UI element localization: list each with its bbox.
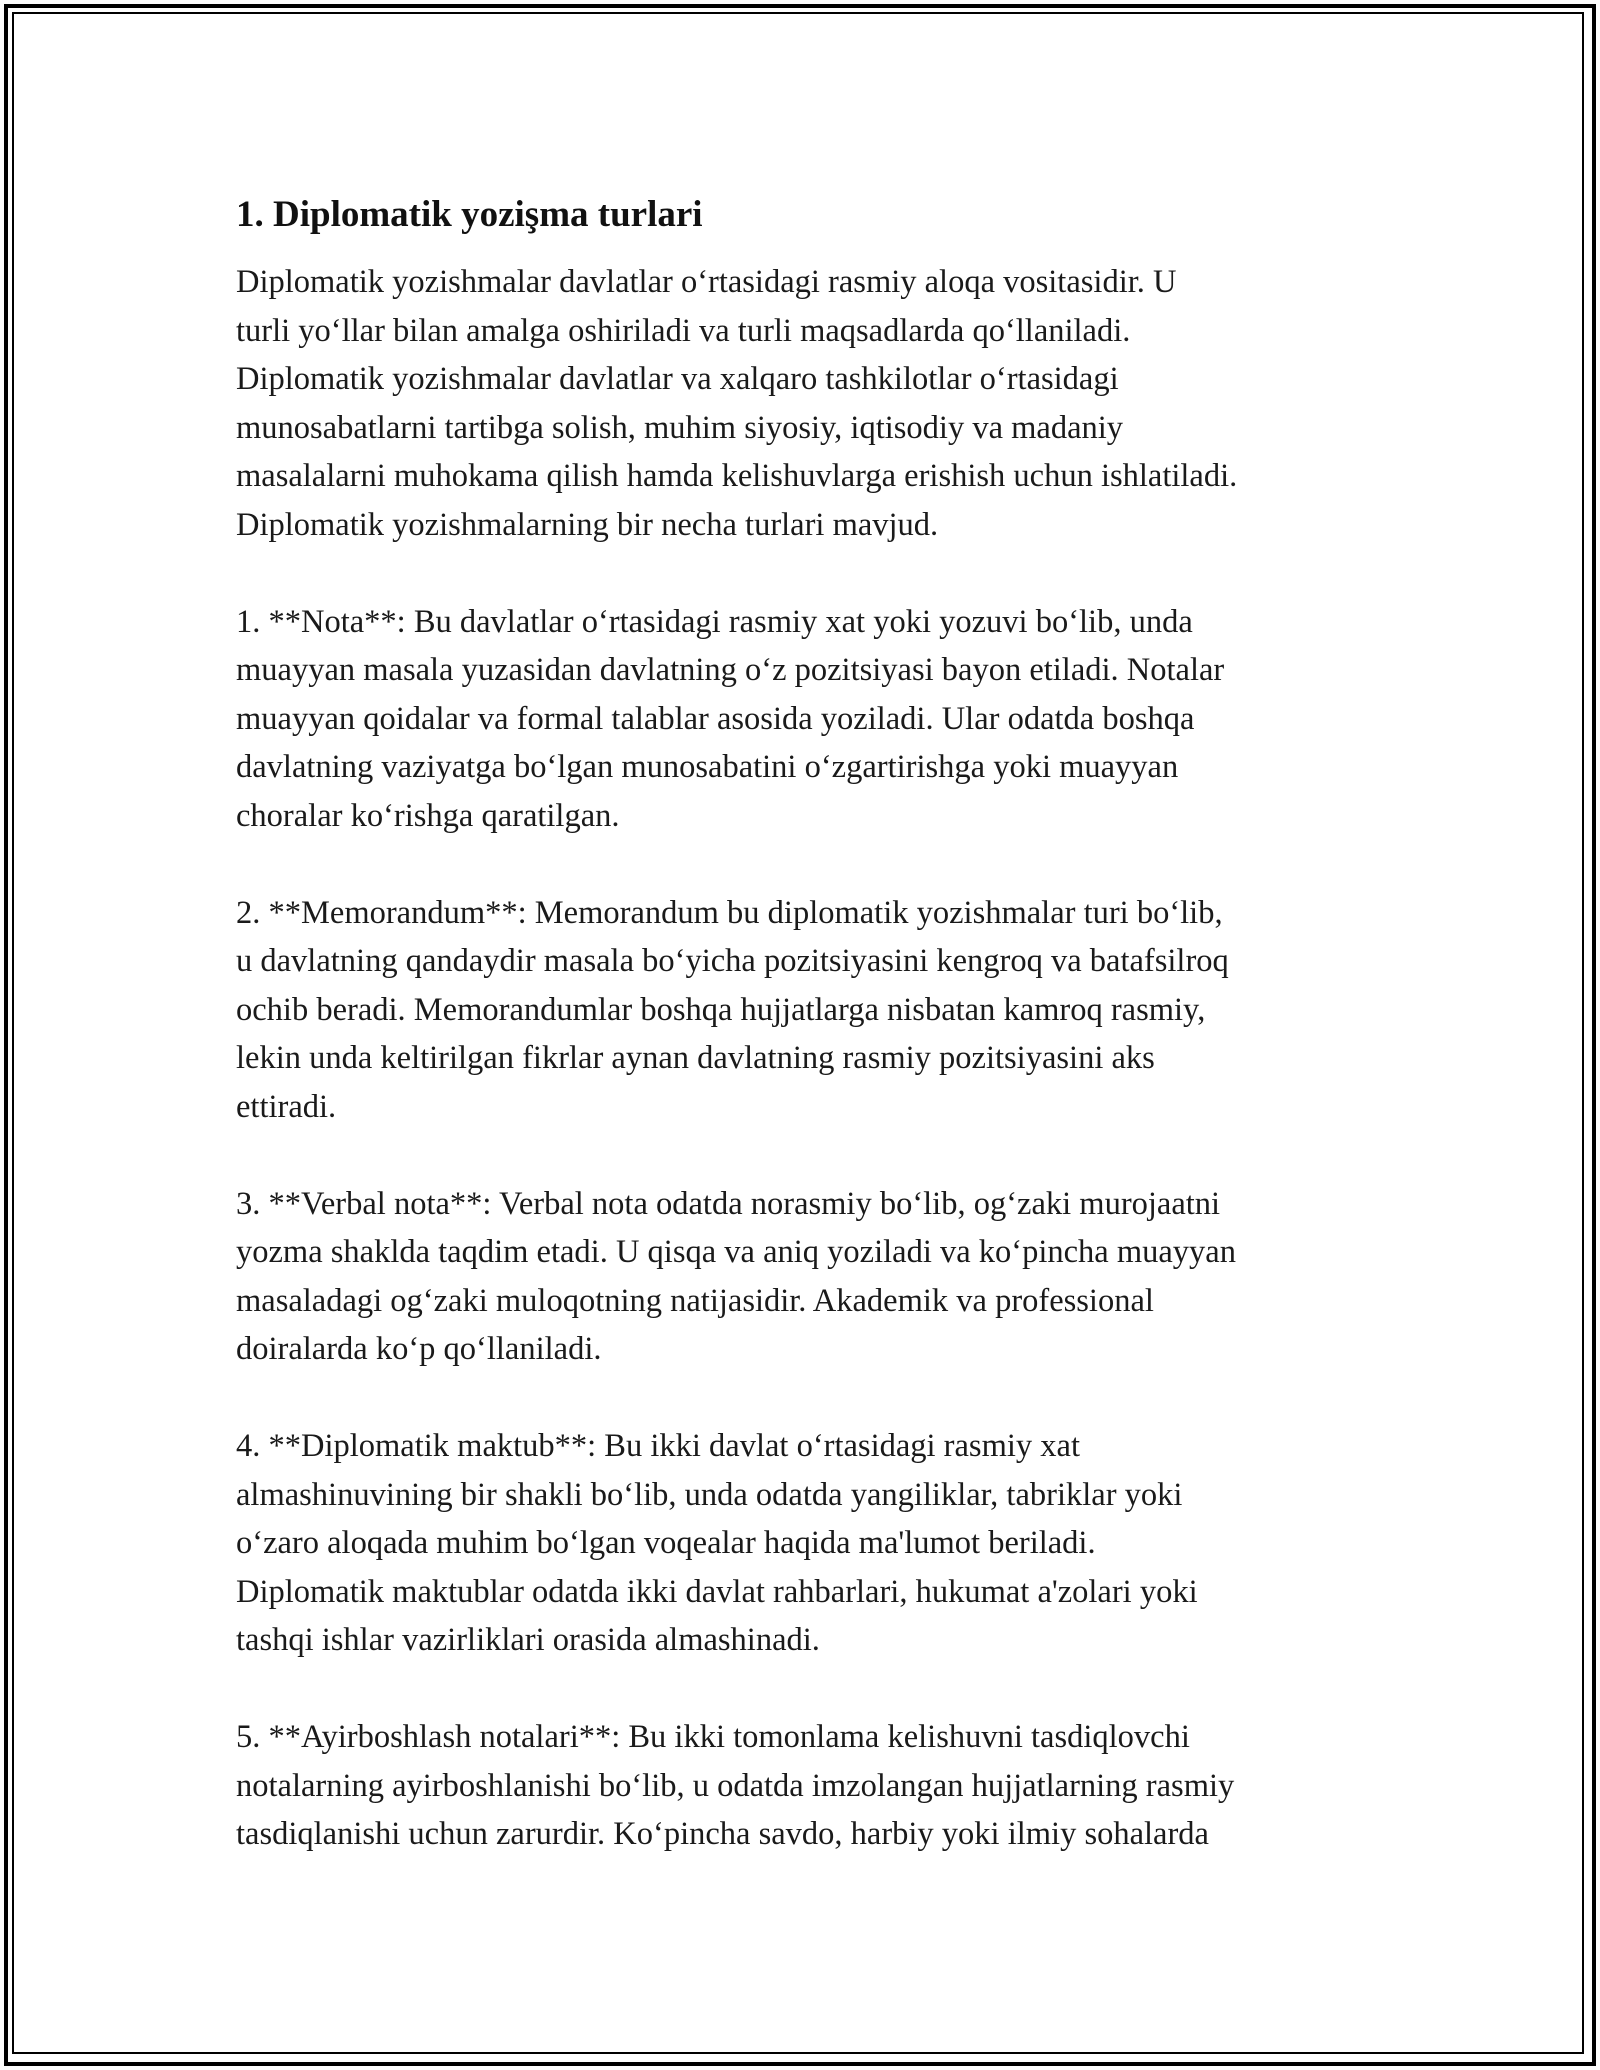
paragraph-memorandum: 2. **Memorandum**: Memorandum bu diplomatik yozishmalar turi bo‘lib, u davlatning qandaydir masala bo‘yicha pozitsiyasini kengroq va batafsilroq ochib beradi. Memorandumlar boshqa hujjatlarga nisbatan kamroq rasmiy, lekin unda keltirilgan fikrlar aynan davlatning rasmiy pozitsiyasini aks ettiradi. [236,894,1229,1125]
paragraph-nota: 1. **Nota**: Bu davlatlar o‘rtasidagi rasmiy xat yoki yozuvi bo‘lib, unda muayyan masala yuzasidan davlatning o‘z pozitsiyasi bayon etiladi. Notalar muayyan qoidalar va formal talablar asosida yoziladi. Ular odatda boshqa davlatning vaziyatga bo‘lgan munosabatini o‘zgartirishga yoki muayyan choralar ko‘rishga qaratilgan. [236,603,1225,834]
document-body [236,190,1416,1859]
paragraph-ayirboshlash-notalari: 5. **Ayirboshlash notalari**: Bu ikki tomonlama kelishuvni tasdiqlovchi notalarning ayirboshlanishi bo‘lib, u odatda imzolangan hujjatlarning rasmiy tasdiqlanishi uchun zarurdir. Ko‘pincha savdo, harbiy yoki ilmiy sohalarda [236,1719,1235,1852]
intro-paragraph: Diplomatik yozishmalar davlatlar o‘rtasidagi rasmiy aloqa vositasidir. U turli yo‘llar bilan amalga oshiriladi va turli maqsadlarda qo‘llaniladi. Diplomatik yozishmalar davlatlar va xalqaro tashkilotlar o‘rtasidagi munosabatlarni tartibga solish, muhim siyosiy, iqtisodiy va madaniy masalalarni muhokama qilish hamda kelishuvlarga erishish uchun ishlatiladi. Diplomatik yozishmalarning bir necha turlari mavjud. [236,264,1238,543]
paragraph-diplomatik-maktub: 4. **Diplomatik maktub**: Bu ikki davlat o‘rtasidagi rasmiy xat almashinuvining bir shakli bo‘lib, unda odatda yangiliklar, tabriklar yoki o‘zaro aloqada muhim bo‘lgan voqealar haqida ma'lumot beriladi. Diplomatik maktublar odatda ikki davlat rahbarlari, hukumat a'zolari yoki tashqi ishlar vazirliklari orasida almashinadi. [236,1428,1198,1658]
section-heading: 1. Diplomatik yozişma turlari [236,194,703,235]
paragraph-verbal-nota: 3. **Verbal nota**: Verbal nota odatda norasmiy bo‘lib, og‘zaki murojaatni yozma shaklda taqdim etadi. U qisqa va aniq yoziladi va ko‘pincha muayyan masaladagi og‘zaki muloqotning natijasidir. Akademik va professional doiralarda ko‘p qo‘llaniladi. [236,1185,1236,1367]
